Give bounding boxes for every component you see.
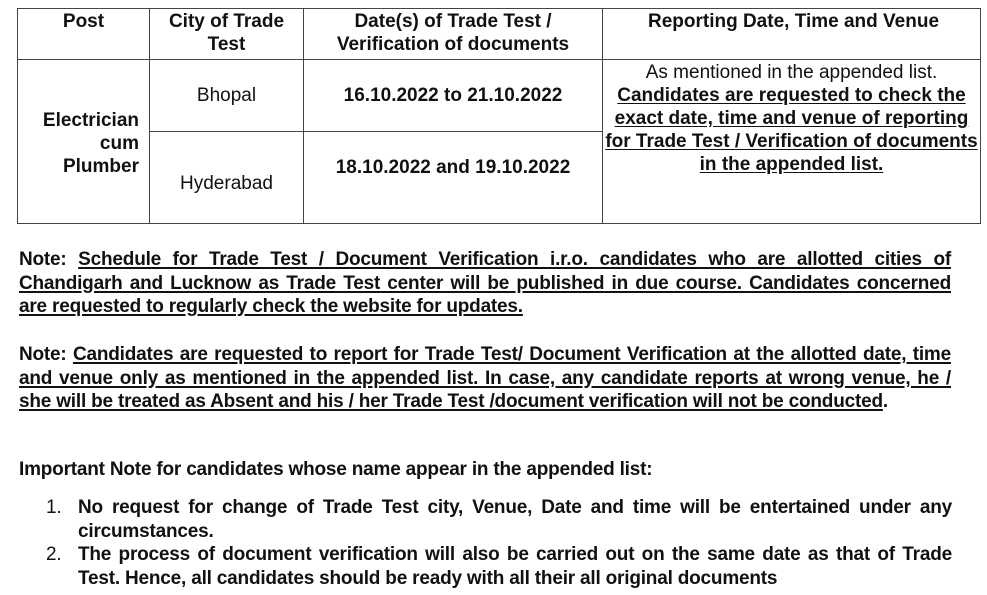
note-text: Schedule for Trade Test / Document Verification i.r.o. candidates who are allotted cities of Chandigarh and Lucknow as Trade Test center will be published in due course. Candidates concerned are requested to regularly check the website for updates. xyxy=(19,249,951,317)
list-text: The process of document verification will also be carried out on the same date as that of Trade Test. Hence, all candidates should be ready with all their all original documents xyxy=(78,544,952,589)
header-post: Post xyxy=(18,9,150,60)
post-line: cum xyxy=(99,133,139,154)
post-cell xyxy=(18,60,150,224)
header-dates xyxy=(304,9,603,60)
note-label: Note: xyxy=(19,249,79,270)
important-list xyxy=(40,496,952,590)
header-dates-line: Verification of documents xyxy=(336,34,570,55)
table-header-row xyxy=(18,9,981,60)
list-item xyxy=(40,496,952,543)
note-text: Candidates are requested to report for Trade Test/ Document Verification at the allotted date, time and venue only as mentioned in the appended list. In case, any candidate reports at wrong venue, he / she will be treated as Absent and his / her Trade Test /document verification will not be conducted xyxy=(19,344,951,412)
note-tail: . xyxy=(882,391,888,412)
dates-cell: 18.10.2022 and 19.10.2022 xyxy=(304,132,603,224)
header-city-line: City of Trade xyxy=(168,11,285,32)
list-number: 1. xyxy=(46,497,62,518)
list-text: No request for change of Trade Test city, Venue, Date and time will be entertained under any circumstances. xyxy=(78,497,952,542)
header-city-line: Test xyxy=(207,34,246,55)
header-dates-line: Date(s) of Trade Test / xyxy=(354,11,552,32)
venue-plain-text: As mentioned in the appended list. xyxy=(645,62,938,83)
note-paragraph xyxy=(19,248,951,319)
important-heading: Important Note for candidates whose name appear in the appended list: xyxy=(19,459,653,480)
header-reporting: Reporting Date, Time and Venue xyxy=(603,9,981,60)
venue-underlined-text: Candidates are requested to check the exact date, time and venue of reporting for Trade Test / Verification of documents in the appended list. xyxy=(605,85,978,175)
city-cell: Hyderabad xyxy=(150,132,304,224)
post-line: Electrician xyxy=(42,110,139,131)
dates-cell: 16.10.2022 to 21.10.2022 xyxy=(304,60,603,132)
list-item xyxy=(40,543,952,590)
city-cell: Bhopal xyxy=(150,60,304,132)
post-line: Plumber xyxy=(62,156,139,177)
trade-test-schedule-table xyxy=(17,8,981,224)
venue-cell xyxy=(603,60,981,224)
header-city xyxy=(150,9,304,60)
list-number: 2. xyxy=(46,544,62,565)
note-paragraph xyxy=(19,343,951,414)
note-label: Note: xyxy=(19,344,73,365)
table-row xyxy=(18,60,981,132)
